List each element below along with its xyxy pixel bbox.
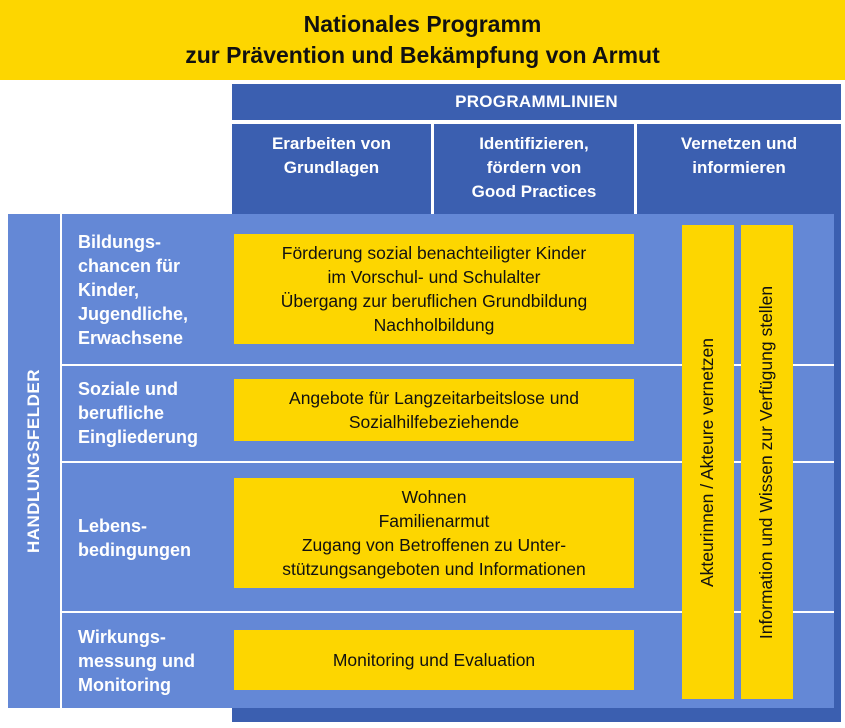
row-label-line: Jugendliche, — [78, 304, 189, 324]
column-header-line: Good Practices — [471, 182, 597, 201]
content-box-bildung — [234, 234, 634, 344]
row-label-bildungschancen — [78, 230, 188, 350]
row-label-line: chancen für — [78, 256, 181, 276]
content-line: im Vorschul- und Schulalter — [327, 267, 541, 287]
row-label-line: messung und — [78, 651, 196, 671]
content-line: Angebote für Langzeitarbeitslose und — [289, 388, 579, 408]
row-label-line: Bildungs- — [78, 232, 161, 252]
handlungsfelder-text: HANDLUNGSFELDER — [24, 368, 44, 554]
content-line: stützungsangeboten und Informationen — [282, 559, 586, 579]
column-header-line: Vernetzen und — [680, 134, 798, 153]
content-box-lebensbedingungen — [234, 478, 634, 588]
content-line: Monitoring und Evaluation — [332, 650, 536, 670]
column-header-line: Grundlagen — [283, 158, 380, 177]
row-label-line: Lebens- — [78, 516, 148, 536]
row-label-line: berufliche — [78, 403, 165, 423]
row-label-line: Erwachsene — [78, 328, 184, 348]
column-header-line: informieren — [692, 158, 786, 177]
content-line: Förderung sozial benachteiligter Kinder — [281, 243, 587, 263]
row-label-wirkungsmessung — [78, 625, 195, 697]
row-label-eingliederung — [78, 377, 198, 449]
row-label-line: Monitoring — [78, 675, 171, 695]
vertical-box-text: Akteurinnen / Akteure vernetzen — [697, 337, 718, 587]
content-line: Nachholbildung — [373, 315, 495, 335]
content-line: Sozialhilfebeziehende — [348, 412, 520, 432]
column-header-line: Identifizieren, — [479, 134, 589, 153]
page-title — [0, 0, 845, 80]
column-header-vernetzen — [637, 124, 841, 214]
row-label-line: bedingungen — [78, 540, 191, 560]
vertical-box-vernetzen — [682, 225, 734, 699]
row-label-line: Wirkungs- — [78, 627, 166, 647]
row-label-line: Soziale und — [78, 379, 179, 399]
column-header-grundlagen — [232, 124, 431, 214]
content-line: Wohnen — [401, 487, 467, 507]
title-line-1: Nationales Programm — [303, 11, 542, 37]
column-header-line: Erarbeiten von — [271, 134, 392, 153]
content-box-monitoring — [234, 630, 634, 690]
content-line: Zugang von Betroffenen zu Unter- — [301, 535, 567, 555]
content-box-eingliederung — [234, 379, 634, 441]
column-header-line: fördern von — [486, 158, 582, 177]
content-line: Übergang zur beruflichen Grundbildung — [280, 291, 588, 311]
row-label-lebensbedingungen — [78, 514, 191, 562]
vertical-box-information — [741, 225, 793, 699]
vertical-box-text: Information und Wissen zur Verfügung stellen — [756, 285, 777, 639]
content-line: Familienarmut — [378, 511, 490, 531]
programmlinien-header: PROGRAMMLINIEN — [232, 84, 841, 120]
row-label-line: Eingliederung — [78, 427, 199, 447]
column-header-good-practices — [434, 124, 634, 214]
title-line-2: zur Prävention und Bekämpfung von Armut — [185, 42, 660, 68]
handlungsfelder-label — [8, 214, 60, 708]
row-label-line: Kinder, — [78, 280, 140, 300]
